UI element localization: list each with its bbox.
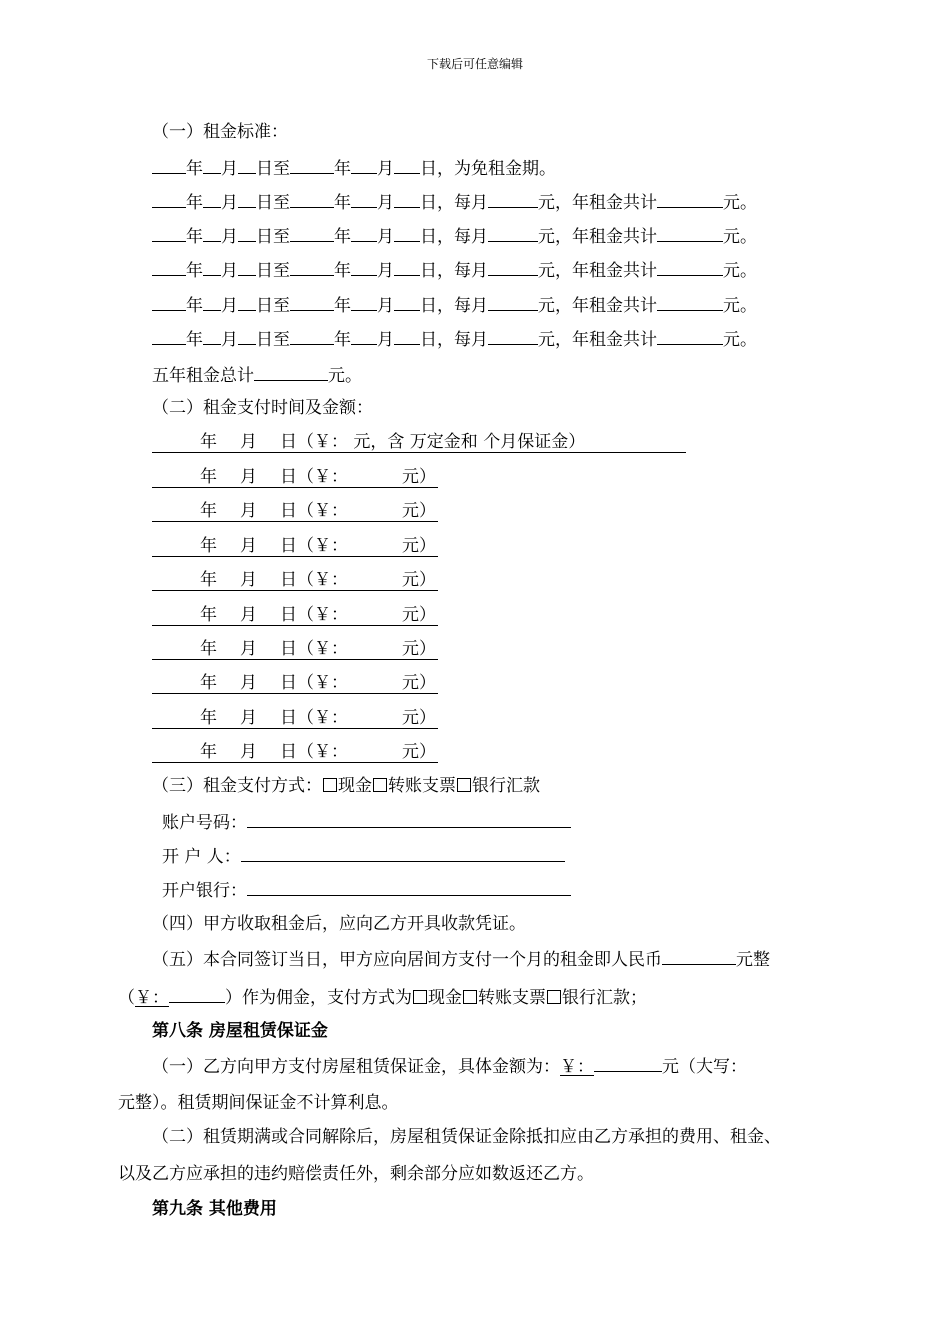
payment-row: 年 月 日 （￥： 元） (152, 605, 438, 626)
total-rent: 五年租金总计 元。 (152, 366, 362, 386)
article-8-clause-1-line-1: （一）乙方向甲方支付房屋租赁保证金，具体金额为：￥： 元（大写： (152, 1057, 747, 1077)
payment-row: 年 月 日 （￥： 元） (152, 570, 438, 591)
rent-row: 年 月 日至 年 月 日，每月 元，年租金共计 元。 (152, 225, 757, 247)
checkbox-cash-commission[interactable] (413, 990, 427, 1004)
page-header: 下载后可任意编辑 (426, 57, 523, 71)
article-8-clause-1-line-2: 元整）。租赁期间保证金不计算利息。 (118, 1093, 399, 1113)
payment-row: 年 月 日 （￥： 元） (152, 536, 438, 557)
article-9-heading: 第九条 其他费用 (152, 1199, 277, 1219)
section-5-line-2: （￥： ）作为佣金，支付方式为 现金 转账支票 银行汇款； (118, 988, 647, 1008)
checkbox-bank-remittance[interactable] (457, 778, 471, 792)
rent-row: 年 月 日至 年 月 日，每月 元，年租金共计 元。 (152, 259, 757, 281)
account-number-field: 账户号码： (162, 811, 571, 833)
rent-row: 年 月 日至 年 月 日，每月 元，年租金共计 元。 (152, 328, 757, 350)
payment-row: 年 月 日 （￥： 元） (152, 742, 438, 763)
account-holder-field: 开 户 人： (162, 845, 565, 867)
payment-row-first: 年 月 日 （￥： 元，含 万定金和 个月保证金） (152, 432, 686, 453)
rent-row-free: 年 月 日至 年 月 日，为免租金期。 (152, 157, 556, 179)
section-2-title: （二）租金支付时间及金额： (152, 398, 373, 418)
payment-row: 年 月 日 （￥： 元） (152, 639, 438, 660)
payment-row: 年 月 日 （￥： 元） (152, 467, 438, 488)
section-3-payment-method: （三）租金支付方式： 现金 转账支票 银行汇款 (152, 776, 540, 796)
checkbox-bank-commission[interactable] (547, 990, 561, 1004)
article-8-clause-2-line-2: 以及乙方应承担的违约赔偿责任外，剩余部分应如数返还乙方。 (118, 1164, 594, 1184)
section-1-title: （一）租金标准： (152, 122, 288, 142)
payment-row: 年 月 日 （￥： 元） (152, 708, 438, 729)
payment-row: 年 月 日 （￥： 元） (152, 673, 438, 694)
checkbox-transfer-check[interactable] (373, 778, 387, 792)
rent-row: 年 月 日至 年 月 日，每月 元，年租金共计 元。 (152, 191, 757, 213)
checkbox-cash[interactable] (323, 778, 337, 792)
section-4: （四）甲方收取租金后，应向乙方开具收款凭证。 (152, 914, 526, 934)
article-8-heading: 第八条 房屋租赁保证金 (152, 1021, 328, 1041)
checkbox-check-commission[interactable] (463, 990, 477, 1004)
rent-row: 年 月 日至 年 月 日，每月 元，年租金共计 元。 (152, 294, 757, 316)
section-5-line-1: （五）本合同签订当日，甲方应向居间方支付一个月的租金即人民币 元整 (152, 950, 770, 970)
payment-row: 年 月 日 （￥： 元） (152, 501, 438, 522)
article-8-clause-2-line-1: （二）租赁期满或合同解除后，房屋租赁保证金除抵扣应由乙方承担的费用、租金、 (152, 1127, 781, 1147)
bank-name-field: 开户银行： (162, 879, 571, 901)
